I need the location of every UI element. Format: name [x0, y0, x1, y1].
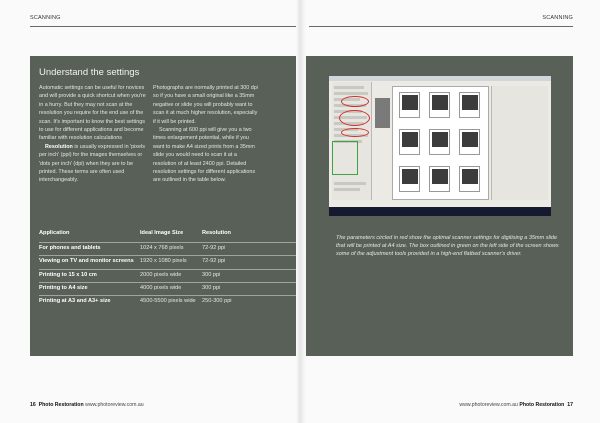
slide-thumbnail[interactable]: [429, 129, 450, 155]
figure-caption: The parameters circled in red show the optimal scanner settings for digitising a 35mm slide that will be printed at A4 size. The box outlined in green on the left side of the screen shows some of the adjustment tools provided in a high-end flatbed scanner's driver.: [336, 235, 559, 258]
slide-thumbnail[interactable]: [459, 92, 480, 118]
thumbnail-image: [402, 169, 418, 184]
table-cell: 72-92 ppi: [202, 243, 296, 256]
thumbnail-image: [402, 95, 418, 110]
resolution-table: [39, 228, 296, 308]
publication-name: Photo Restoration: [519, 402, 565, 408]
thumbnail-image: [462, 132, 478, 147]
thumbnail-image: [432, 95, 448, 110]
preview-strip: [375, 98, 390, 128]
paragraph-text: is usually expressed in 'pixels per inch' (ppi) for the images themselves or 'dots per inch' (dpi) when they are to be printed. These terms are often used interchangeably.: [39, 143, 145, 184]
table-cell: For phones and tablets: [39, 243, 140, 256]
window-titlebar: [329, 76, 551, 81]
thumbnail-image: [432, 169, 448, 184]
desktop-taskbar: [329, 207, 551, 216]
slide-thumbnail[interactable]: [459, 166, 480, 192]
green-highlight-box: [332, 141, 358, 175]
text-column-1: [39, 84, 146, 185]
table-row: [39, 282, 296, 295]
table-cell: Printing to A4 size: [39, 282, 140, 295]
red-highlight-oval: [341, 128, 369, 137]
red-highlight-oval: [339, 110, 370, 126]
header-rule: [30, 26, 298, 27]
red-highlight-oval: [341, 96, 369, 107]
paragraph: Photographs are normally printed at 300 dpi so if you have a small original like a 35mm negative or slide you will probably want to scan it at much higher resolution, especially if it will be printed.: [153, 85, 258, 125]
scanner-driver-screenshot: [329, 76, 551, 216]
column-header: Application: [39, 230, 70, 236]
thumbnail-area: [392, 86, 489, 200]
publication-name: Photo Restoration: [38, 402, 84, 408]
paragraph: Automatic settings can be useful for novices and will provide a quick shortcut when you're in a hurry. But they may not scan at the resolution you require for the end use of the scan. It's important to know the best settings to use for different applications and become familiar with resolution calculations: [39, 85, 146, 142]
settings-row: [334, 182, 366, 185]
table-cell: 1024 x 768 pixels: [140, 243, 202, 256]
settings-row: [334, 188, 360, 191]
page-number: 17: [567, 402, 573, 408]
slide-thumbnail[interactable]: [399, 166, 420, 192]
thumbnail-image: [432, 132, 448, 147]
thumbnail-image: [462, 95, 478, 110]
table-row: [39, 269, 296, 282]
options-panel: [491, 86, 548, 200]
section-heading: Understand the settings: [39, 67, 140, 78]
slide-thumbnail[interactable]: [459, 129, 480, 155]
screenshot-panel: [300, 56, 573, 356]
slide-thumbnail[interactable]: [399, 129, 420, 155]
table-cell: Viewing on TV and monitor screens: [39, 256, 140, 269]
settings-panel: [30, 56, 300, 356]
table-header-row: [39, 228, 296, 243]
header-rule: [309, 26, 573, 27]
section-tag: SCANNING: [542, 15, 573, 21]
table-cell: 250-300 ppi: [202, 296, 296, 309]
thumbnail-image: [462, 169, 478, 184]
table-cell: Printing at A3 and A3+ size: [39, 296, 140, 309]
slide-thumbnail[interactable]: [399, 92, 420, 118]
table-cell: 300 ppi: [202, 269, 296, 282]
settings-row: [334, 92, 368, 95]
table-row: [39, 296, 296, 309]
paragraph: [39, 143, 146, 185]
thumbnail-image: [402, 132, 418, 147]
page-number: 16: [30, 402, 36, 408]
settings-row: [334, 86, 364, 89]
table-cell: 72-92 ppi: [202, 256, 296, 269]
table-cell: 300 ppi: [202, 282, 296, 295]
scanner-window: [329, 76, 551, 207]
website-link[interactable]: www.photoreview.com.au: [459, 402, 518, 408]
table-cell: 1920 x 1080 pixels: [140, 256, 202, 269]
column-header: Ideal Image Size: [140, 230, 184, 236]
text-column-2: [153, 84, 260, 185]
slide-thumbnail[interactable]: [429, 92, 450, 118]
page-gutter: [296, 0, 306, 423]
table-row: [39, 243, 296, 256]
term-resolution: Resolution: [45, 143, 73, 150]
section-tag: SCANNING: [30, 15, 61, 21]
table-cell: 4000 pixels wide: [140, 282, 202, 295]
table-cell: 2000 pixels wide: [140, 269, 202, 282]
page-footer: [459, 402, 573, 408]
table-cell: Printing to 15 x 10 cm: [39, 269, 140, 282]
website-link[interactable]: www.photoreview.com.au: [85, 402, 144, 408]
table-row: [39, 256, 296, 269]
table-cell: 4500-5500 pixels wide: [140, 296, 202, 309]
column-header: Resolution: [202, 230, 231, 236]
paragraph: Scanning at 600 ppi will give you a two times enlargement potential, while if you want to make A4 sized prints from a 35mm slide you would need to scan it at a resolution of at least 2400 ppi. Detailed resolution settings for different applications are outlined in the table below.: [153, 127, 256, 184]
slide-thumbnail[interactable]: [429, 166, 450, 192]
page-footer: [30, 402, 144, 408]
